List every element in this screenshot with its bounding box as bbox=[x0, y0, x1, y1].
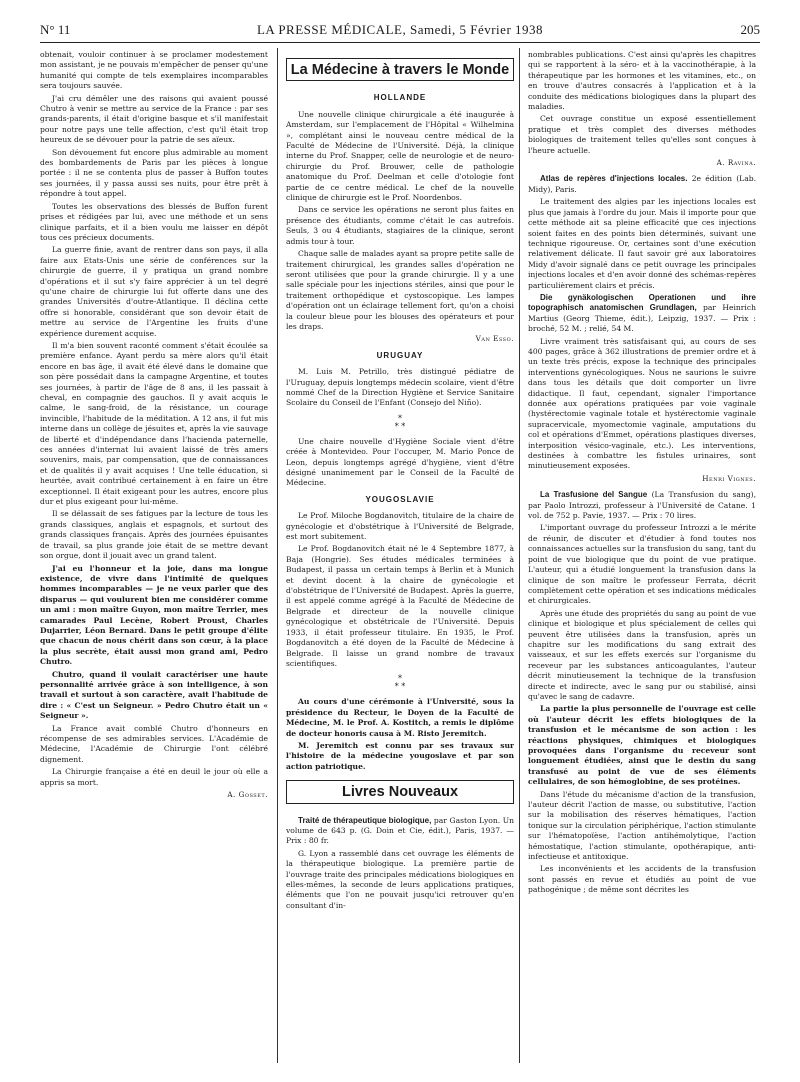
paragraph: Le Prof. Bogdanovitch était né le 4 Septembre 1877, à Baja (Hongrie). Ses études médicales terminées à Budapest, il passa un certain temps à Berlin et à Munich et devint docent à la chaire de gynécologie et d'obstétrique de l'Université de Budapest. Après la guerre, il est appelé comme agrégé à la Faculté de Médecine de Belgrade et directeur de la nouvelle clinique gynécologique et obstétricale de l'Université. Depuis 1933, il était professeur titulaire. En 1935, le Prof. Bogdanovitch a été doyen de la Faculté de Médecine à Belgrade. Il laisse un grand nombre de travaux scientifiques. bbox=[286, 544, 514, 668]
column-1-obituary bbox=[40, 50, 268, 1060]
book-title: Die gynäkologischen Operationen und ihre topographisch anatomischen Grundlagen, bbox=[528, 292, 756, 313]
paragraph: La partie la plus personnelle de l'ouvrage est celle où l'auteur décrit les effets biologiques de la transfusion et le mécanisme de son action : les réactions physiques, chimiques et biologiques provoquées dans l'organisme du receveur sont longuement étudiées, ainsi que le destin du sang transfusé au point de vue de ses éléments cellulaires, de son hémoglobine, de ses protéines. bbox=[528, 704, 756, 787]
column-divider bbox=[277, 48, 278, 1063]
paragraph: L'important ouvrage du professeur Introzzi a le mérite de réunir, de discuter et d'étudier à fond toutes nos connaissances actuelles sur la transfusion du sang, tant du point de vue biologique que du point de vue pratique. L'auteur, qui a étudié longuement la transfusion dans la clinique de son maître le professeur Ferrata, décrit complètement cette opération et ses indications médicales et chirurgicales. bbox=[528, 523, 756, 606]
section-title: La Médecine à travers le Monde bbox=[286, 58, 514, 81]
paragraph: nombrables publications. C'est ainsi qu'après les chapitres qui se rapportent à la séro- et à la vaccinothérapie, à la thérapeutique par les hormones et les vitamines, etc., on en trouve d'autres consacrés à l'application et à la conduite des médications biologiques dans la plupart des maladies. bbox=[528, 50, 756, 112]
book-title: Traité de thérapeutique biologique, bbox=[298, 815, 432, 825]
paragraph: Cet ouvrage constitue un exposé essentiellement pratique et très complet des diverses méthodes biologiques de traitement telles qu'elles sont conçues à l'heure actuelle. bbox=[528, 114, 756, 155]
book-meta: par Heinrich Martius (Georg Thieme, édit.), Leipzig, 1937. — Prix : broché, 52 M. ; relié, 54 M. bbox=[528, 303, 756, 334]
page-number: 205 bbox=[740, 22, 760, 37]
paragraph: Toutes les observations des blessés de Buffon furent prises et rédigées par lui, avec une méthode et un sens clinique parfaits, et il a bien voulu me laisser en dépôt tous ces précieux documents. bbox=[40, 201, 268, 242]
column-divider bbox=[519, 48, 520, 1063]
paragraph: Il se délassait de ses fatigues par la lecture de tous les grands classiques, anglais et espagnols, et surtout des grands classiques français. Après des journées épuisantes de travail, sa plus grande joie était de se mettre devant son orgue, dont il jouait avec un grand talent. bbox=[40, 509, 268, 561]
book-meta: par Gaston Lyon. Un volume de 643 p. (G. Doin et Cie, édit.), Paris, 1937. — Prix : 80 fr. bbox=[286, 815, 514, 846]
country-heading-uruguay: URUGUAY bbox=[376, 350, 424, 360]
country-heading-hollande: HOLLANDE bbox=[373, 93, 427, 103]
paragraph: Au cours d'une cérémonie à l'Université, sous la présidence du Recteur, le Doyen de la Faculté de Médecine, M. le Prof. A. Kostitch, a remis le diplôme de docteur honoris causa à M. Risto Jeremitch. bbox=[286, 697, 514, 738]
paragraph: G. Lyon a rassemblé dans cet ouvrage les éléments de la thérapeutique biologique. La première partie de l'ouvrage traite des principales médications biologiques en elles-mêmes, la seconde de leurs applications pratiques, éléments que l'on ne pouvait jusqu'ici retrouver qu'en consultant d'in- bbox=[286, 848, 514, 910]
paragraph: J'ai eu l'honneur et la joie, dans ma longue existence, de vivre dans l'intimité de quelques hommes incomparables — je ne veux parler que des disparus — qui voulurent bien me considérer comme un ami : mon maître Guyon, mon maître Terrier, mes camarades Paul Lecène, Robert Proust, Charles Dujarrier, Léon Bernard. Dans le petit groupe d'élite que chacun de nous chérit dans son cœur, à la place la plus secrète, était aussi mon grand ami, Pedro Chutro. bbox=[40, 563, 268, 667]
book-heading bbox=[528, 490, 756, 521]
paragraph: Les inconvénients et les accidents de la transfusion sont passés en revue et étudiés au point de vue pathogénique ; de même sont décrites les bbox=[528, 864, 756, 895]
author-signature: A. Gosset. bbox=[227, 790, 268, 800]
paragraph: La guerre finie, avant de rentrer dans son pays, il alla faire aux Etats-Unis une série de conférences sur la chirurgie de guerre, il y pratiqua un grand nombre d'opérations et il sut s'y faire apprécier à un tel degré qu'une chaire de chirurgie lui fut offerte dans une des grandes Universités d'outre-Atlantique. Il déclina cette offre si honorable, considérant que son devoir était de mettre au service de l'Argentine les fruits d'une expérience durement acquise. bbox=[40, 245, 268, 338]
book-heading bbox=[286, 816, 514, 847]
book-heading bbox=[528, 174, 756, 195]
paragraph: Une chaire nouvelle d'Hygiène Sociale vient d'être créée à Montevideo. Pour l'occuper, M. Mario Ponce de Leon, depuis longtemps agrégé d'hygiène, vient d'être désigné unanimement par le Conseil de la Faculté de Médecine. bbox=[286, 436, 514, 488]
paragraph: La Chirurgie française a été en deuil le jour où elle a appris sa mort. bbox=[40, 767, 268, 787]
journal-name: LA PRESSE MÉDICALE bbox=[256, 22, 403, 37]
section-title: Livres Nouveaux bbox=[286, 780, 514, 803]
page-header bbox=[40, 22, 760, 40]
paragraph: obtenait, vouloir continuer à se proclamer modestement mon assistant, je ne pouvais m'empêcher de penser qu'une humanité qui compte de tels exemplaires incomparables sera toujours sauvée. bbox=[40, 50, 268, 91]
paragraph: La France avait comblé Chutro d'honneurs en récompense de ses admirables services. L'Académie de Médecine, l'Académie de Chirurgie l'ont célébré dignement. bbox=[40, 723, 268, 764]
masthead: LA PRESSE MÉDICALE, Samedi, 5 Février 1938 bbox=[256, 22, 544, 37]
paragraph: J'ai cru démêler une des raisons qui avaient poussé Chutro à venir se mettre au service de la France : par ses grands-parents, il était d'origine basque et s'il manifestait pour notre pays une telle affection, c'est qu'il était trop heureux de se dévouer pour la patrie de ses aïeux. bbox=[40, 93, 268, 145]
paragraph: Il m'a bien souvent raconté comment s'était écoulée sa première enfance. Ayant perdu sa mère alors qu'il était encore en bas âge, il avait été élevé dans le domaine que son père possédait dans la campagne Argentine, et toutes ses journées, à partir de l'âge de 8 ans, il les passait à cheval, en compagnie des gauchos. Il y avait acquis le calme, le sang-froid, de la résistance, un courage invincible, l'habitude de la méditation. A 12 ans, il fut mis interne dans un collège de jésuites et, après la vie sauvage de liberté et d'indépendance dans l'hacienda paternelle, ces années d'internat lui avaient laissé de très amers souvenirs, mais, par compensation, que de connaissances et de qualités il y avait acquises ! Une telle éducation, si heurtée, avait contribué certainement à en faire un être exceptionnel. Il était exigeant pour les autres, encore plus dur et plus exigeant pour lui-même. bbox=[40, 340, 268, 507]
paragraph: M. Luis M. Petrillo, très distingué pédiatre de l'Uruguay, depuis longtemps médecin scolaire, vient d'être nommé Chef de la Direction Hygiène et Service Sanitaire Scolaire du Conseil de l'Enfant (Consejo del Niño). bbox=[286, 367, 514, 408]
paragraph: Chaque salle de malades ayant sa propre petite salle de traitement chirurgical, les grandes salles d'opération ne seront utilisées que pour la grande chirurgie. Il y a une salle spéciale pour les injections stériles, ainsi que pour le traitement orthopédique et cystoscopique. Les lampes d'opération ont un éclairage tellement fort, qu'on a choisi la couleur bleue pour les blouses des opérateurs et pour les draps. bbox=[286, 249, 514, 331]
column-2-news bbox=[286, 50, 514, 1060]
author-signature: A. Ravina. bbox=[716, 158, 756, 168]
issue-date: Samedi, 5 Février 1938 bbox=[409, 22, 544, 37]
paragraph: Chutro, quand il voulait caractériser une haute personnalité arrivée grâce à son intelligence, à son travail et surtout à son caractère, avait l'habitude de dire : « C'est un Seigneur. » Pedro Chutro était un « Seigneur ». bbox=[40, 669, 268, 721]
paragraph: Le Prof. Miloche Bogdanovitch, titulaire de la chaire de gynécologie et d'obstétrique à l'Université de Belgrade, est mort subitement. bbox=[286, 511, 514, 542]
book-meta: 2e édition (Lab. Midy), Paris. bbox=[528, 174, 756, 194]
book-title: Atlas de repères d'injections locales. bbox=[540, 174, 688, 184]
paragraph: M. Jeremitch est connu par ses travaux sur l'histoire de la médecine yougoslave et par son action patriotique. bbox=[286, 740, 514, 771]
paragraph: Livre vraiment très satisfaisant qui, au cours de ses 400 pages, grâce à 362 illustrations de premier ordre et à un texte très précis, expose la technique des principales interventions gynécologiques. Nous ne saurions le suivre dans tous les détails que doit comporter un livre didactique. Il faut, cependant, signaler l'importance donnée aux opérations pratiquées par voie vaginale (hystérectomie vaginale totale et hystérectomie vaginale supracervicale, myomectomie vaginale, amputations du col et opérations d'Emmet, opérations plastiques diverses, interposition vésico-vaginale, etc.). Les interventions, destinées à combattre les fistules urinaires, sont minutieusement exposées. bbox=[528, 336, 756, 471]
paragraph: Son dévouement fut encore plus admirable au moment des bombardements de Paris par les pièces à longue portée : il ne se contenta plus de passer à Buffon toutes ses journées, il y passa aussi ses nuits, pour être prêt à répondre à tout appel. bbox=[40, 147, 268, 199]
paragraph: Une nouvelle clinique chirurgicale a été inaugurée à Amsterdam, sur l'emplacement de l'Hôpital « Wilhelmina », complétant ainsi le nouveau centre médical de la Faculté de Médecine de l'Université. Déjà, la clinique interne du Prof. Snapper, celle de neurologie et de neuro-chirurgie du Prof. Brouwer, celle de pathologie anatomique du Prof. Deelman et celle d'otologie font partie de ce centre médical. Le chef de la nouvelle clinique de chirurgie est le Prof. Noordenbos. bbox=[286, 109, 514, 203]
column-3-reviews bbox=[528, 50, 756, 1060]
paragraph: Le traitement des algies par les injections locales est plus que jamais à l'ordre du jour. Mais il importe pour que cette méthode ait sa pleine efficacité que ces injections soient faites en des points bien déterminés, suivant une technique rigoureuse. Or, certaines sont d'une exécution relativement délicate. Il faut savoir gré aux laboratoires Midy d'avoir signalé dans ce petit ouvrage les principales injections locales et d'en avoir donné des schémas-repères particulièrement clairs et précis. bbox=[528, 197, 756, 290]
book-meta: (La Transfusion du sang), par Paolo Introzzi, professeur à l'Université de Catane. 1 vol. de 752 p. Pavie, 1937. — Prix : 70 lires. bbox=[528, 490, 756, 521]
paragraph: Après une étude des propriétés du sang au point de vue clinique et biologique et plus spécialement de celles qui peuvent être utilisées dans la transfusion, après un chapitre sur les modifications du sang extrait des vaisseaux, et sur les effets exercés sur l'organisme du receveur par les substances anticoagulantes, l'auteur décrit minutieusement la technique de la transfusion directe et indirecte, avec le sang pur ou stabilisé, ainsi qu'avec le sang de cadavre. bbox=[528, 608, 756, 701]
issue-number: N° 11 bbox=[40, 22, 71, 37]
book-title: La Trasfusione del Sangue bbox=[540, 490, 648, 500]
country-heading-yougoslavie: YOUGOSLAVIE bbox=[365, 494, 435, 504]
author-signature: Henri Vignes. bbox=[702, 473, 756, 483]
separator-asterism: * * * bbox=[394, 674, 406, 692]
paragraph: Dans l'étude du mécanisme d'action de la transfusion, l'auteur décrit l'action de masse, ou substitutive, l'action sur la mobilisation des réserves hématiques, l'action tonique sur la circulation périphérique, l'action stimulante sur l'hématopoïèse, l'action antihémolytique, l'action hémostatique, l'action stimulante, opothérapique, anti-infectieuse et antitoxique. bbox=[528, 789, 756, 862]
paragraph: Dans ce service les opérations ne seront plus faites en présence des étudiants, comme c'était le cas autrefois. Seuls, 3 ou 4 étudiants, stagiaires de la clinique, seront admis tour à tour. bbox=[286, 205, 514, 246]
author-signature: Van Esso. bbox=[475, 334, 514, 344]
book-heading bbox=[528, 293, 756, 335]
separator-asterism: * * * bbox=[394, 413, 406, 431]
header-rule bbox=[40, 42, 760, 43]
